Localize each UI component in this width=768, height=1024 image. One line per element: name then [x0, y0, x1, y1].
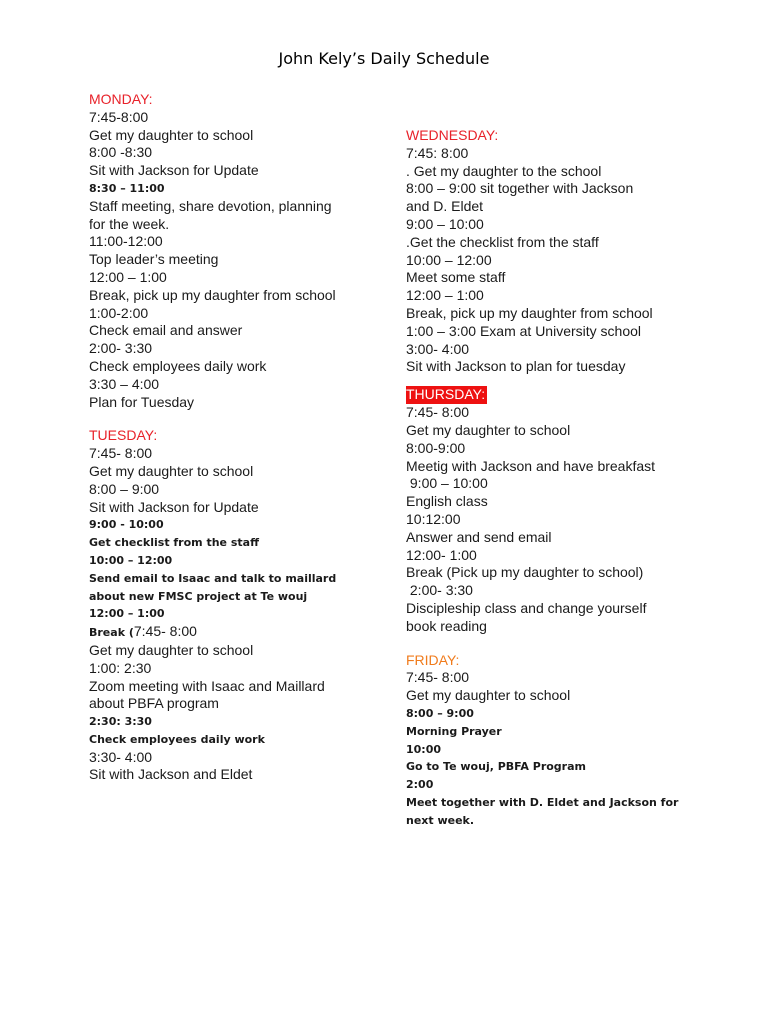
schedule-line: 12:00- 1:00 [406, 546, 477, 563]
left-column [89, 91, 379, 784]
schedule-line: Zoom meeting with Isaac and Maillard [89, 677, 325, 694]
schedule-line: 2:00 [406, 778, 434, 792]
schedule-line: Check email and answer [89, 322, 243, 339]
schedule-line: 12:00 – 1:00 [89, 607, 165, 621]
schedule-line: 1:00 – 3:00 Exam at University school [406, 322, 642, 339]
schedule-line: 1:00-2:00 [89, 304, 149, 321]
schedule-line-mixed [89, 623, 379, 642]
schedule-line: Top leader’s meeting [89, 251, 219, 268]
schedule-line: 7:45-8:00 [89, 108, 149, 125]
schedule-line: . Get my daughter to the school [406, 162, 602, 179]
schedule-fragment: Break ( [89, 626, 134, 640]
schedule-line: 9:00 - 10:00 [89, 518, 164, 532]
schedule-line: Check employees daily work [89, 732, 265, 746]
schedule-line: Get checklist from the staff [89, 536, 259, 550]
schedule-line: Sit with Jackson to plan for tuesday [406, 358, 626, 375]
schedule-line: Sit with Jackson for Update [89, 162, 259, 179]
schedule-line: Answer and send email [406, 528, 552, 545]
schedule-line: Get my daughter to school [406, 687, 571, 704]
schedule-line: 3:00- 4:00 [406, 340, 470, 357]
schedule-line: 2:30: 3:30 [89, 715, 152, 729]
schedule-line: 10:00 [406, 742, 442, 756]
schedule-line: 9:00 – 10:00 [406, 215, 484, 232]
schedule-line: Break (Pick up my daughter to school) [406, 564, 644, 581]
schedule-line: Staff meeting, share devotion, planning [89, 197, 332, 214]
schedule-line: 10:12:00 [406, 510, 461, 527]
schedule-line: 7:45- 8:00 [406, 669, 470, 686]
schedule-line: Get my daughter to school [89, 462, 254, 479]
schedule-line: 3:30 – 4:00 [89, 375, 160, 392]
schedule-line: 9:00 – 10:00 [406, 475, 488, 492]
schedule-line: .Get the checklist from the staff [406, 233, 599, 250]
schedule-line: Meet together with D. Eldet and Jackson for [406, 795, 679, 809]
day-heading-monday: MONDAY: [89, 91, 153, 107]
schedule-line: 1:00: 2:30 [89, 659, 152, 676]
schedule-line: Morning Prayer [406, 724, 502, 738]
schedule-line: 8:00-9:00 [406, 439, 466, 456]
schedule-line: 12:00 – 1:00 [89, 268, 167, 285]
schedule-line: 7:45- 8:00 [89, 445, 153, 462]
schedule-line: 8:00 – 9:00 sit together with Jackson [406, 180, 634, 197]
schedule-line: Send email to Isaac and talk to maillard [89, 571, 337, 585]
schedule-line: 10:00 – 12:00 [406, 251, 492, 268]
schedule-line: 8:00 – 9:00 [406, 706, 474, 720]
day-heading-friday: FRIDAY: [406, 651, 460, 668]
day-heading-thursday: THURSDAY: [406, 386, 486, 403]
schedule-line: next week. [406, 813, 475, 827]
schedule-line: 8:00 – 9:00 [89, 480, 160, 497]
schedule-line: about new FMSC project at Te wouj [89, 589, 308, 603]
schedule-line: Sit with Jackson for Update [89, 498, 259, 515]
schedule-line: Plan for Tuesday [89, 393, 195, 410]
schedule-line: Discipleship class and change yourself [406, 599, 647, 616]
day-heading-wednesday: WEDNESDAY: [406, 127, 499, 143]
schedule-line: Check employees daily work [89, 357, 267, 374]
schedule-line: and D. Eldet [406, 198, 484, 215]
schedule-line: English class [406, 493, 488, 510]
schedule-line: Meetig with Jackson and have breakfast [406, 457, 656, 474]
schedule-fragment: 7:45- 8:00 [133, 623, 197, 640]
schedule-line: 12:00 – 1:00 [406, 287, 484, 304]
schedule-line: Get my daughter to school [89, 126, 254, 143]
schedule-line: Sit with Jackson and Eldet [89, 766, 253, 783]
schedule-line: 2:00- 3:30 [406, 582, 473, 599]
right-column [406, 127, 706, 829]
day-heading-tuesday: TUESDAY: [89, 427, 158, 444]
schedule-line: 8:30 – 11:00 [89, 181, 165, 195]
schedule-line: 7:45- 8:00 [406, 404, 470, 421]
schedule-line: 2:00- 3:30 [89, 340, 153, 357]
document-title: John Kely’s Daily Schedule [278, 49, 490, 68]
schedule-line: book reading [406, 617, 487, 634]
schedule-line: 11:00-12:00 [89, 233, 163, 250]
schedule-line: 8:00 -8:30 [89, 144, 153, 161]
schedule-line: Break, pick up my daughter from school [406, 304, 653, 321]
schedule-line: Get my daughter to school [89, 641, 254, 658]
schedule-line: Go to Te wouj, PBFA Program [406, 760, 586, 774]
schedule-line: 7:45: 8:00 [406, 144, 469, 161]
schedule-line: for the week. [89, 215, 170, 232]
schedule-line: Get my daughter to school [406, 421, 571, 438]
schedule-line: 10:00 – 12:00 [89, 553, 173, 567]
schedule-line: 3:30- 4:00 [89, 748, 153, 765]
schedule-line: Meet some staff [406, 269, 506, 286]
schedule-line: Break, pick up my daughter from school [89, 286, 336, 303]
schedule-line: about PBFA program [89, 695, 219, 712]
